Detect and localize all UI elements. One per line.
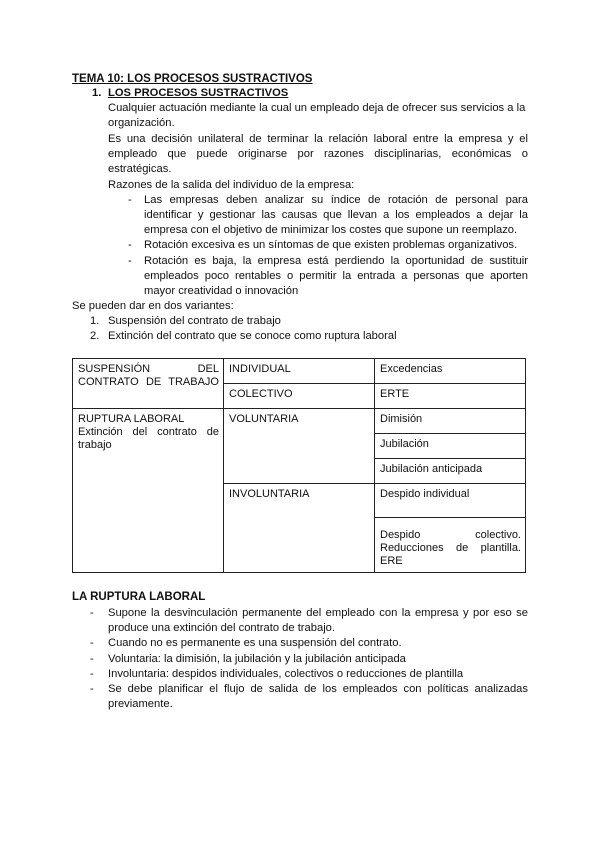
reasons-intro: Razones de la salida del individuo de la empresa: [108,179,355,191]
table-cell [375,434,526,459]
colectivo-label: COLECTIVO [229,388,293,400]
despido-individual-label: Despido individual [380,488,470,500]
table-cell [224,484,375,573]
bullet-dash: - [90,653,94,665]
table-cell-suspension [73,359,224,409]
variant-item: Suspensión del contrato de trabajo [108,315,281,327]
excedencias-label: Excedencias [380,363,443,375]
reason-line: empresa con el objetivo de minimizar los costes que supone un reemplazo. [144,224,518,236]
variants-intro: Se pueden dar en dos variantes: [72,300,234,312]
list-number: 1. [90,315,100,327]
table-cell [375,384,526,409]
reason-line: empleados poco rentables o permitir la entrada a personas que aporten [144,270,528,282]
jubilacion-label: Jubilación [380,438,429,450]
section-number: 1. [92,87,102,99]
reason-line: Las empresas deben analizar su índice de rotación de personal para [144,194,528,206]
erte-label: ERTE [380,388,410,400]
table-cell [375,459,526,484]
reason-line: identificar y gestionar las causas que llevan a los empleados a dejar la [144,209,528,221]
suspension-label: SUSPENSIÓN DEL CONTRATO DE TRABAJO [78,363,219,388]
bullet-dash: - [90,607,94,619]
ruptura-item-line: previamente. [108,698,173,710]
paragraph-line: Es una decisión unilateral de terminar la relación laboral entre la empresa y el [108,133,528,145]
table-cell [224,384,375,409]
table-cell [224,359,375,384]
jubilacion-anticipada-label: Jubilación anticipada [380,463,483,475]
ruptura-item-line: Cuando no es permanente es una suspensión del contrato. [108,637,402,649]
involuntaria-label: INVOLUNTARIA [229,488,310,500]
paragraph-line: Cualquier actuación mediante la cual un empleado deja de ofrecer sus servicios a la [108,102,526,114]
bullet-dash: - [90,683,94,695]
dimision-label: Dimisión [380,413,423,425]
table-cell [375,484,526,518]
bullet-dash: - [90,668,94,680]
table-cell [375,409,526,434]
bullet-dash: - [90,637,94,649]
list-number: 2. [90,330,100,342]
reason-line: mayor creatividad o innovación [144,285,299,297]
ruptura-item-line: produce una extinción del contrato de trabajo. [108,622,336,634]
table-cell [375,359,526,384]
table-cell-ruptura [73,409,224,573]
paragraph-line: organización. [108,117,175,129]
ruptura-item-line: Supone la desvinculación permanente del empleado con la empresa y por eso se [108,607,528,619]
paragraph-line: empleado que puede originarse por razones disciplinarias, económicas o [108,148,528,160]
reason-line: Rotación excesiva es un síntomas de que existen problemas organizativos. [144,239,518,251]
ruptura-item-line: Se debe planificar el flujo de salida de los empleados con políticas analizadas [108,683,528,695]
table-cell [224,409,375,484]
ruptura-item-line: Voluntaria: la dimisión, la jubilación y la jubilación anticipada [108,653,406,665]
bullet-dash: - [128,194,132,206]
despido-colectivo-label: Despido colectivo. Reducciones de plantilla. ERE [380,529,521,567]
individual-label: INDIVIDUAL [229,363,291,375]
ruptura-item-line: Involuntaria: despidos individuales, colectivos o reducciones de plantilla [108,668,464,680]
table-cell [375,518,526,573]
ruptura-section-title: LA RUPTURA LABORAL [72,591,206,603]
contract-table [72,358,526,573]
ruptura-title: RUPTURA LABORAL [78,413,185,425]
bullet-dash: - [128,255,132,267]
bullet-dash: - [128,239,132,251]
page-title: TEMA 10: LOS PROCESOS SUSTRACTIVOS [72,73,313,85]
voluntaria-label: VOLUNTARIA [229,413,299,425]
paragraph-line: estratégicas. [108,163,172,175]
section-title: LOS PROCESOS SUSTRACTIVOS [108,87,289,99]
ruptura-desc: Extinción del contrato de trabajo [78,426,219,451]
reason-line: Rotación es baja, la empresa está perdiendo la oportunidad de sustituir [144,255,528,267]
variant-item: Extinción del contrato que se conoce como ruptura laboral [108,330,397,342]
